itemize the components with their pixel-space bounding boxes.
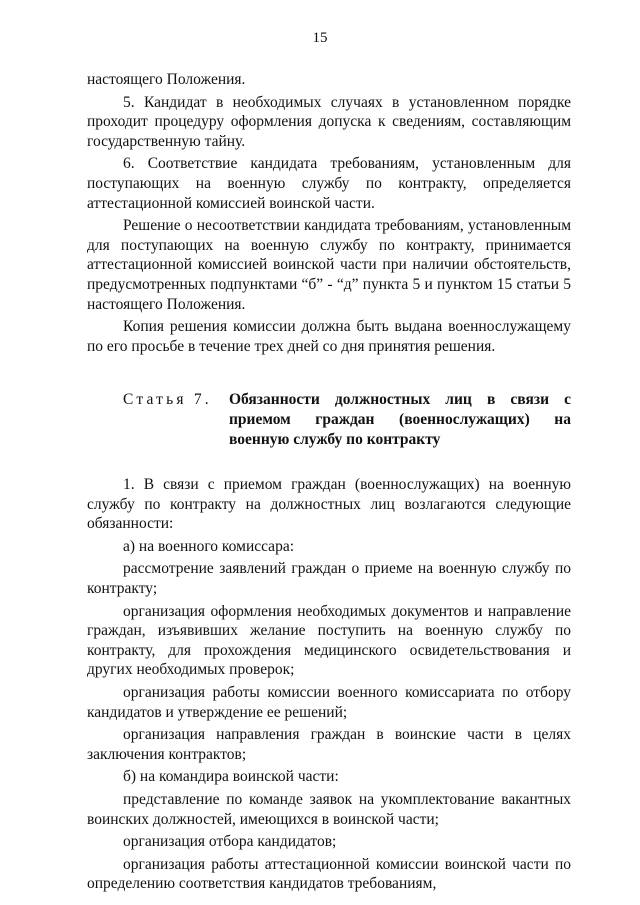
page-number: 15 [312,30,328,46]
article-label: Статья 7. [123,391,212,409]
paragraph: Копия решения комиссии должна быть выдана военнослужащему по его просьбе в течение трех дней со дня принятия решения. [87,318,571,355]
paragraph: б) на командира воинской части: [123,768,339,786]
paragraph: представление по команде заявок на укомплектование вакантных воинских должностей, имеющихся в воинской части; [87,791,571,828]
paragraph: 1. В связи с приемом граждан (военнослужащих) на военную службу по контракту на должностных лиц возлагаются следующие обязанности: [87,476,571,533]
paragraph: организация работы аттестационной комиссии воинской части по определению соответствия кандидатов требованиям, [87,855,571,893]
paragraph: 6. Соответствие кандидата требованиям, установленным для поступающих на военную службу по контракту, определяется аттестационной комиссией воинской части. [87,155,571,212]
paragraph: 5. Кандидат в необходимых случаях в установленном порядке проходит процедуру оформления допуска к сведениям, составляющим государственную тайну. [87,93,571,150]
paragraph: а) на военного комиссара: [123,537,294,555]
paragraph: организация отбора кандидатов; [123,833,337,851]
paragraph: организация направления граждан в воинские части в целях заключения контрактов; [87,726,571,763]
paragraph: организация оформления необходимых документов и направление граждан, изъявивших желание поступить на военную службу по контракту, для прохождения медицинского освидетельствования и других необходимых проверок; [87,602,571,679]
article-title: Обязанности должностных лиц в связи с приемом граждан (военнослужащих) на военную службу по контракту [229,391,571,448]
paragraph: Решение о несоответствии кандидата требованиям, установленным для поступающих на военную службу по контракту, принимается аттестационной комиссией воинской части при наличии обстоятельств, предусмотренных подпунктами “б” - “д” пункта 5 и пунктом 15 статьи 5 настоящего Положения. [87,217,571,313]
article-heading [87,390,571,449]
document-body [87,70,571,894]
paragraph: настоящего Положения. [87,71,246,88]
paragraph: организация работы комиссии военного комиссариата по отбору кандидатов и утверждение ее решений; [87,684,571,721]
paragraph: рассмотрение заявлений граждан о приеме на военную службу по контракту; [87,560,571,598]
